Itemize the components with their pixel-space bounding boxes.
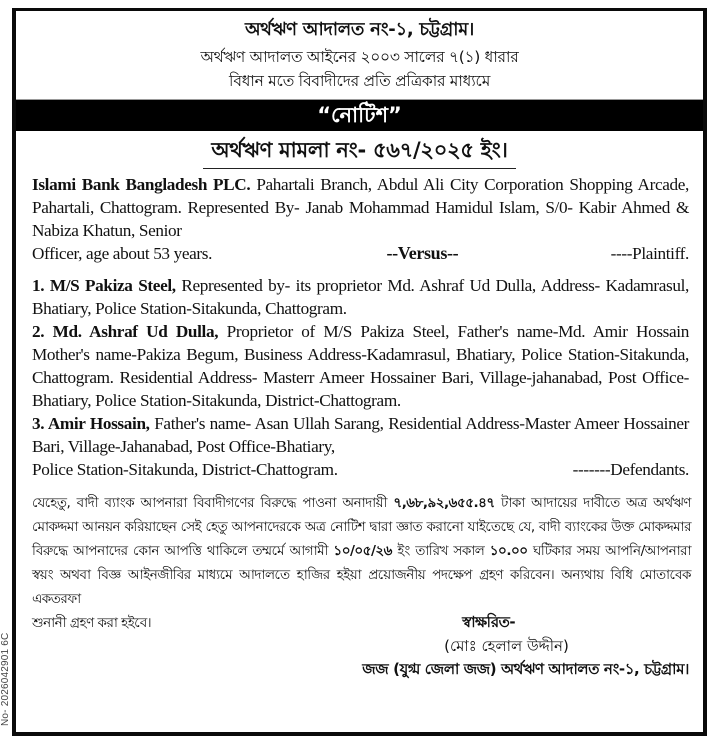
judge-designation: জজ (যুগ্ম জেলা জজ) অর্থঋণ আদালত নং-১, চট্টগ্রাম। [362,660,689,678]
defendant-last-line [32,458,689,481]
defendants-role: -------Defendants. [572,460,689,479]
plaintiff-last-line [32,242,689,265]
defendant-name: 2. Md. Ashraf Ud Dulla, [32,322,219,341]
defendant-details-last: Police Station-Sitakunda, District-Chattogram. [32,460,338,479]
outstanding-amount: ৭,৬৮,৯২,৬৫৫.৪৭ [393,495,495,511]
notice-frame [12,8,707,736]
defendant-details: Represented by- its proprietor Md. Ashraf Ud Dulla, Address- Kadamrasul, Bhatiary, Police Station-Sitakunda, Chattogram. [32,276,689,318]
court-title: অর্থঋণ আদালত নং-১, চট্টগ্রাম। [244,19,475,40]
body-text-1: যেহেতু, বাদী ব্যাংক আপনারা বিবাদীগণের বিরুদ্ধে পাওনা অনাদায়ী [32,495,388,511]
plaintiff-details-last: Officer, age about 53 years. [32,244,213,263]
hearing-date: ১০/০৫/২৬ [333,543,392,559]
defendant-name: 1. M/S Pakiza Steel, [32,276,176,295]
body-last-line [32,611,691,635]
plaintiff-details: Pahartali Branch, Abdul Ali City Corporation Shopping Arcade, Pahartali, Chattogram. Represented By- Janab Mohammad Hamidul Islam, S/0- Kabir Ahmed & Nabiza Khatun, Senior [32,175,689,240]
defendant-item [32,320,689,412]
defendant-item [32,274,689,320]
judge-name: (মোঃ হেলাল উদ্দীন) [444,637,569,655]
header-line-2: বিধান মতে বিবাদীদের প্রতি প্রত্রিকার মাধ্যমে [228,72,491,90]
notice-header [16,11,703,100]
versus-label: --Versus-- [386,243,459,263]
signature-block [16,635,703,681]
notice-title: “নোটিশ” [317,103,402,127]
plaintiff-role: ----Plaintiff. [610,244,689,263]
body-text-5: শুনানী গ্রহণ করা হইবে। [32,615,152,631]
case-number-section [16,131,703,173]
body-text-2: টাকা আদায়ের দাবীতে অত্র অর্থঋণ মোকদ্দমা আনয়ন করিয়াছেন সেই হেতু আপনাদেরকে অত্র নোটিশ দ্বারা জ্ঞাত করানো যাইতেছে যে, বাদী ব্যাংকের উক্ত মোকদ্দমার বিরুদ্ধে আপনাদের কোন আপত্তি থাকিলে তম্মর্মে আগামী [32,495,691,559]
plaintiff-section [16,173,703,265]
defendant-details: Father's name- Asan Ullah Sarang, Residential Address-Master Ameer Hossainer Bari, Village-Jahanabad, Post Office-Bhatiary, [32,414,690,456]
defendant-details: Proprietor of M/S Pakiza Steel, Father's name-Md. Amir Hossain Mother's name-Pakiza Begum, Business Address-Kadamrasul, Bhatiary, Police Station-Sitakunda, Chattogram. Residential Address- Masterr Ameer Hossainer Bari, Village-jahanabad, Post Office-Bhatiary, Police Station-Sitakunda, District-Chattogram. [32,322,689,410]
side-id-label: No- 2026042901 6C [0,632,11,726]
signed-label: স্বাক্ষরিত- [462,613,515,631]
case-number: অর্থঋণ মামলা নং- ৫৬৭/২০২৫ ইং। [203,135,515,169]
notice-title-band [16,100,703,131]
body-text-4: ঘটিকার সময় আপনি/আপনারা স্বয়ং অথবা বিজ্ঞ আইনজীবির মাধ্যমে আদালতে হাজির হইয়া প্রয়োজনীয় পদক্ষেপ গ্রহণ করিবেন। অন্যথায় বিধি মোতাবেক একতরফা [32,543,691,607]
defendants-section [16,274,703,481]
hearing-time: ১০.০০ [489,543,528,559]
plaintiff-name: Islami Bank Bangladesh PLC. [32,175,251,194]
body-text-3: ইং তারিখ সকাল [397,543,485,559]
notice-body [16,481,703,635]
defendant-name: 3. Amir Hossain, [32,414,150,433]
defendant-item [32,412,689,481]
header-line-1: অর্থঋণ আদালত আইনের ২০০৩ সালের ৭(১) ধারার [200,48,519,66]
